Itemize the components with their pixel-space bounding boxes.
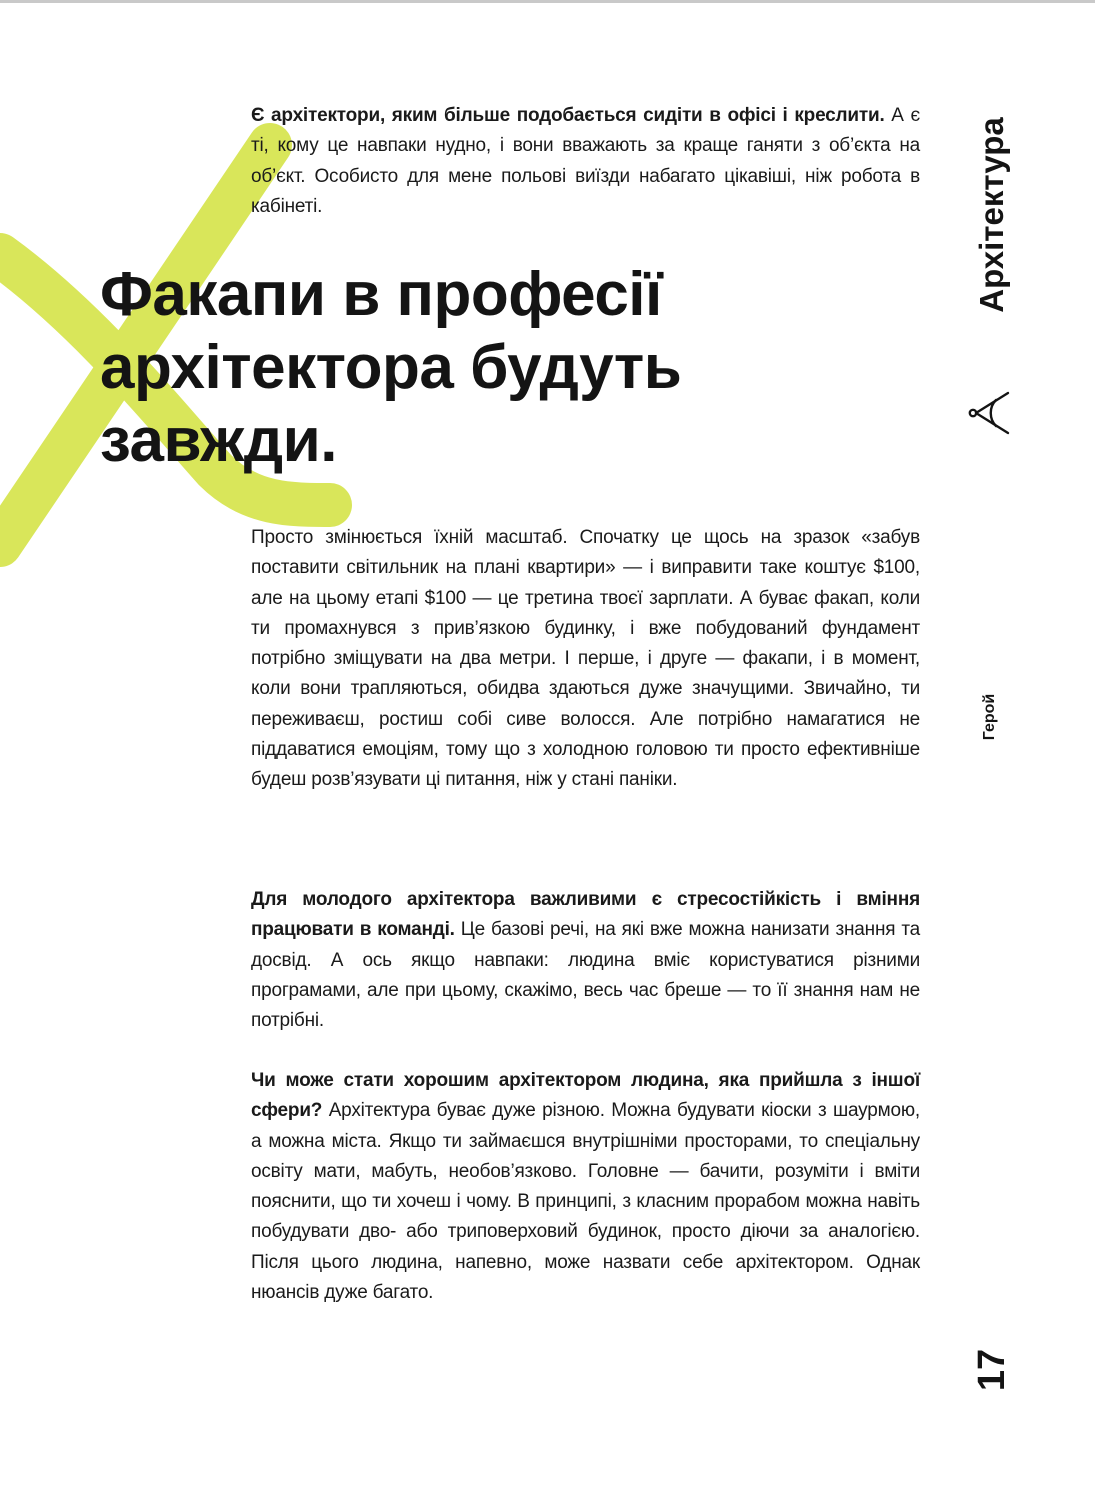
body-2-lead: Для молодого архітектора важливими є стресостійкість і вміння працювати в команді.	[251, 889, 920, 941]
intro-text: А є ті, кому це навпаки нудно, і вони вважають за краще ганяти з об’єкта на об’єкт. Особисто для мене польові виїзди набагато цікавіші, ніж робота в кабінеті.	[251, 105, 920, 217]
page-top-border	[0, 0, 1095, 3]
section-title: Архітектура	[973, 117, 1010, 313]
intro-lead: Є архітектори, яким більше подобається сидіти в офісі і креслити.	[251, 105, 885, 126]
body-1-text: Просто змінюється їхній масштаб. Спочатку це щось на зразок «забув поставити світильник на плані квартири» — і виправити таке коштує $100, але на цьому етапі $100 — це третина твоєї зарплати. А буває факап, коли ти промахнувся з прив’язкою будинку, і вже побудований фундамент потрібно зміщувати на два метри. І перше, і друге — факапи, і в момент, коли вони трапляються, обидва здаються дуже значущими. Звичайно, ти переживаєш, ростиш собі сиве волосся. Але потрібно намагатися не піддаватися емоціям, тому що з холодною головою ти просто ефективніше будеш розв’язувати ці питання, ніж у стані паніки.	[251, 527, 920, 791]
section-subtitle: Герой	[981, 693, 998, 741]
page-number: 17	[971, 1348, 1013, 1392]
body-3-lead: Чи може стати хорошим архітектором людина, яка прийшла з іншої сфери?	[251, 1070, 920, 1122]
page-headline: Факапи в професії архітектора будуть завжди.	[100, 260, 682, 475]
body-paragraph-1	[251, 523, 920, 796]
body-paragraph-2	[251, 885, 920, 1036]
body-2-text: Це базові речі, на які вже можна нанизати знання та досвід. А ось якщо навпаки: людина вміє користуватися різними програмами, але при цьому, скажімо, весь час бреше — то її знання нам не потрібні.	[251, 919, 921, 1032]
body-paragraph-3	[251, 1066, 920, 1308]
compass-drafting-icon	[960, 384, 1020, 442]
intro-paragraph	[251, 101, 920, 222]
body-3-text: Архітектура буває дуже різною. Можна будувати кіоски з шаурмою, а можна міста. Якщо ти займаєшся внутрішніми просторами, то спеціальну освіту мати, мабуть, необов’язково. Головне — бачити, розуміти і вміти пояснити, що ти хочеш і чому. В принципі, з класним прорабом можна навіть побудувати дво- або триповерховий будинок, просто діючи за аналогією. Після цього людина, напевно, може назвати себе архітектором. Однак нюансів дуже багато.	[251, 1100, 920, 1304]
